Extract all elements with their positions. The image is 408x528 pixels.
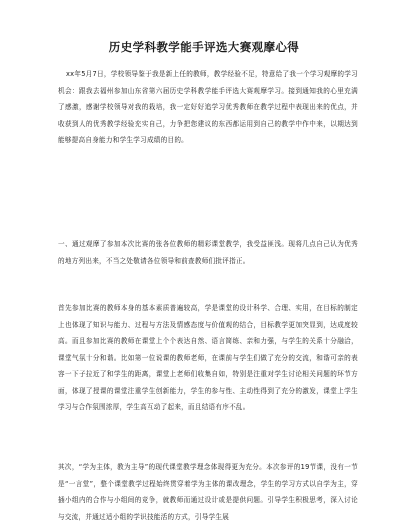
paragraph-4: 其次，“学为主体，教为主导”的现代课堂教学理念体现得更为充分。本次参评的19节课，没有一节是“一言堂”，整个课堂教学过程始终贯穿着学为主体的课改理念，学生的学习方式以自学为主，穿插小组内的合作与小组间的竞争，就教师而通过设计或是提供问题。引导学生积极思考，深入讨论与交流，并通过适小组的学识技能活的方式，引导学生展 — [58, 463, 358, 521]
document-title: 历史学科教学能手评选大赛观摩心得 — [108, 40, 300, 54]
paragraph-2: 一、通过观摩了参加本次比赛的张各位教师的精彩课堂教学，我受益匪浅。现将几点自己认为优秀的地方列出来，不当之处敬请各位领导和前查教师们批评指正。 — [58, 240, 358, 265]
paragraph-3: 首先参加比赛的教师本身的基本素质普遍较高，学是课堂的设计科学、合理、实用，在目标的制定上也体现了知识与能力、过程与方法及情感态度与价值观的结合，目标教学更加突显到，达成度较高。而且参加比赛的教师在课堂上个个表达自然、语言简练、亲和力强，与学生的关系十分融洽，课堂气氛十分和谐。比如第一位说课的教师老师，在课前与学生们做了充分的交流，和谐可亲的表容一下子拉近了和学生的距离，课堂上老师们收集自如，特别是注重对学生讨论相关问题的环节方面，体现了授课的课堂注重学生创新能力，学生的参与性、主动性得到了充分的激发，课堂上学生学习与合作氛围浓厚，学生高互动了起来，而且结语有序不乱。 — [58, 304, 358, 411]
paragraph-1: xx年5月7日，学校领导鉴于我是新上任的教师，教学经验不足，特意给了我一个学习观摩的学习机会：跟我去福州参加山东省第六届历史学科教学能手评选大赛观摩学习。接到通知我的心里充满了感激，感谢学校领导对我的栽培，我一定好好追学习优秀教师在教学过程中表现出来的优点，并收获到人的优秀教学经验充实自己，力争把您建议的东西都运用到自己的教学中作中来，以期达到能够提高自身能力和学生学习成绩的目的。 — [58, 70, 358, 144]
